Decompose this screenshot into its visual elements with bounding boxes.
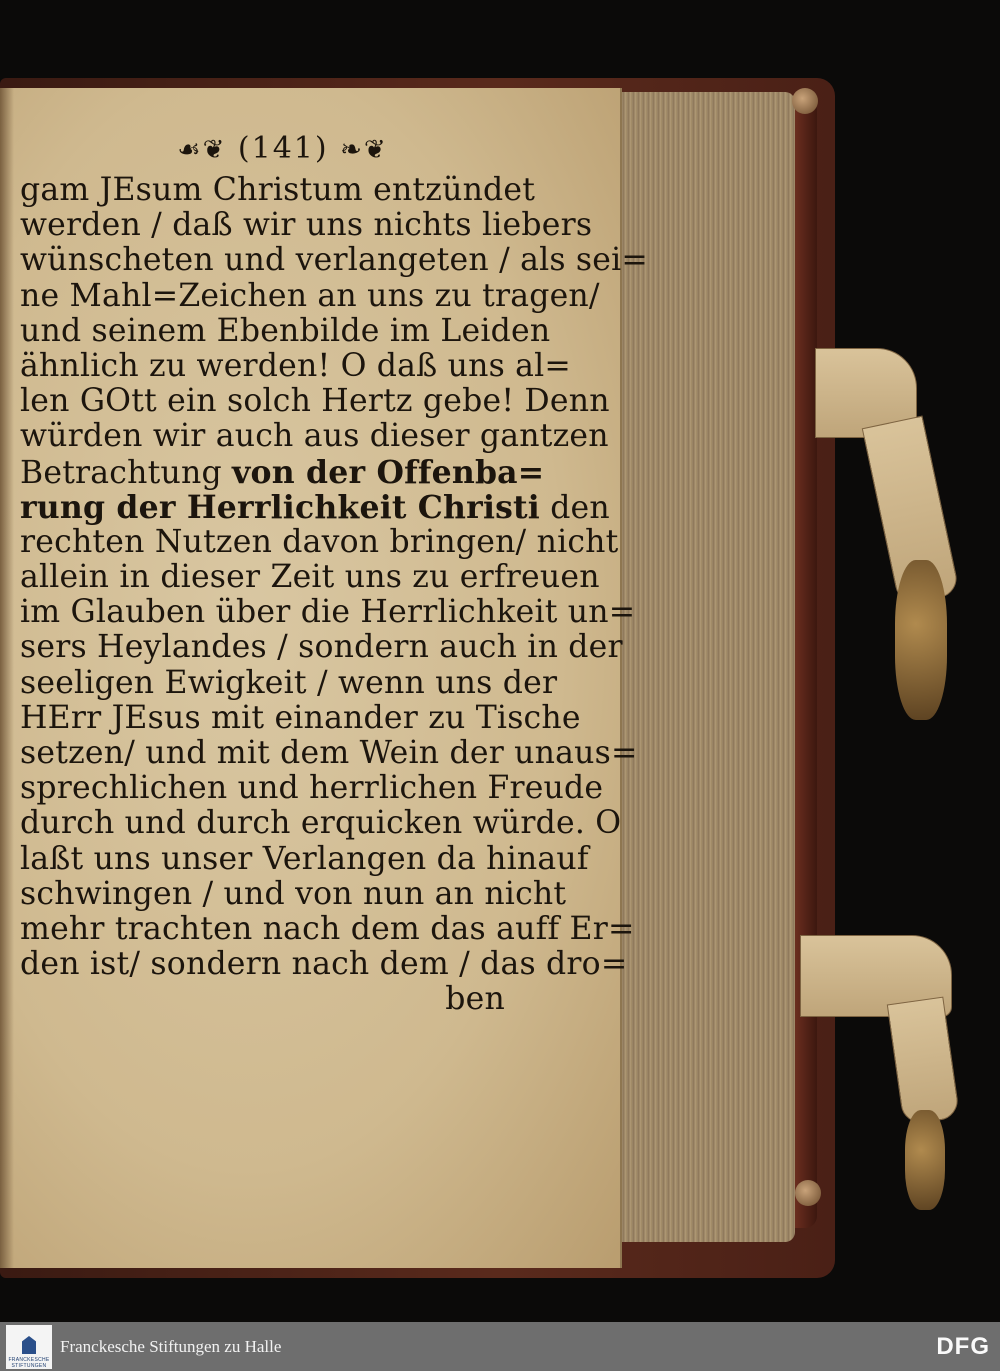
text-line [20, 840, 589, 877]
line-text: mehr trachten nach dem das auff Er= [20, 910, 635, 947]
line-text: laßt uns unser Verlangen da hinauf [20, 840, 589, 877]
header-ornament-right: ❧❦ [340, 135, 388, 165]
text-lines [20, 172, 649, 1018]
institution-logo-icon [22, 1336, 36, 1354]
line-text: ähnlich zu werden! O daß uns al= [20, 347, 572, 384]
line-text: sers Heylandes / sondern auch in der [20, 629, 623, 666]
clasp-strap-bottom-fold [887, 997, 960, 1126]
line-text: wünscheten und verlangeten / als sei= [20, 242, 649, 279]
line-text: HErr JEsus mit einander zu Tische [20, 699, 581, 736]
text-line [20, 594, 636, 631]
text-line [20, 982, 505, 1017]
text-line [20, 699, 581, 736]
line-text: den ist/ sondern nach dem / das dro= [20, 946, 628, 983]
emphasized-text: von der Offenba= [232, 453, 545, 491]
header-ornament-left: ☙❦ [177, 135, 227, 165]
text-line [20, 242, 649, 279]
institution-name: Franckesche Stiftungen zu Halle [60, 1337, 282, 1356]
cover-rivet [795, 1180, 821, 1206]
text-line [20, 875, 567, 912]
text-line [20, 383, 610, 420]
emphasized-text: rung der Herrlichkeit Christi [20, 488, 540, 526]
page-text [20, 125, 649, 1018]
line-text: ben [445, 981, 505, 1018]
line-text: werden / daß wir uns nichts liebers [20, 207, 593, 244]
line-text: würden wir auch aus dieser gantzen [20, 418, 609, 455]
text-line [20, 277, 600, 314]
text-line [20, 559, 600, 596]
text-line [20, 770, 604, 807]
text-line [20, 910, 635, 947]
text-line [20, 347, 572, 384]
logo-text-1: FRANCKESCHE [8, 1357, 50, 1363]
institution-logo [6, 1325, 52, 1369]
text-line [20, 453, 545, 491]
page-header [60, 125, 505, 173]
text-line [20, 312, 551, 349]
text-line [20, 735, 638, 771]
logo-text-2: STIFTUNGEN [11, 1363, 47, 1369]
line-text: setzen/ und mit dem Wein der unaus= [20, 735, 638, 771]
line-text: im Glauben über die Herrlichkeit un= [20, 594, 636, 631]
text-line [20, 418, 609, 455]
line-text: seeligen Ewigkeit / wenn uns der [20, 664, 558, 701]
text-line [20, 523, 619, 560]
line-text: den [550, 489, 610, 526]
funder-logo: DFG [936, 1333, 990, 1360]
text-line [20, 207, 593, 244]
text-line [20, 629, 623, 666]
line-text: allein in dieser Zeit uns zu erfreuen [20, 559, 600, 596]
line-text: rechten Nutzen davon bringen/ nicht [20, 523, 619, 560]
page-number: (141) [237, 131, 329, 166]
clasp-metal-bottom [905, 1110, 945, 1210]
clasp-metal-top [895, 560, 947, 720]
line-text: len GOtt ein solch Hertz gebe! Denn [20, 383, 610, 420]
line-text: und seinem Ebenbilde im Leiden [20, 312, 551, 349]
line-text: ne Mahl=Zeichen an uns zu tragen/ [20, 277, 600, 314]
cover-edge [795, 98, 817, 1228]
line-text: gam JEsum Christum entzündet [20, 172, 536, 208]
line-text: schwingen / und von nun an nicht [20, 875, 567, 912]
line-text: sprechlichen und herrlichen Freude [20, 770, 604, 807]
text-line [20, 172, 536, 208]
text-line [20, 664, 558, 701]
cover-rivet [792, 88, 818, 114]
line-text: durch und durch erquicken würde. O [20, 805, 622, 842]
text-line [20, 488, 610, 526]
text-line [20, 805, 622, 842]
footer-bar [0, 1322, 1000, 1371]
line-text: Betrachtung [20, 454, 222, 491]
text-line [20, 946, 628, 983]
